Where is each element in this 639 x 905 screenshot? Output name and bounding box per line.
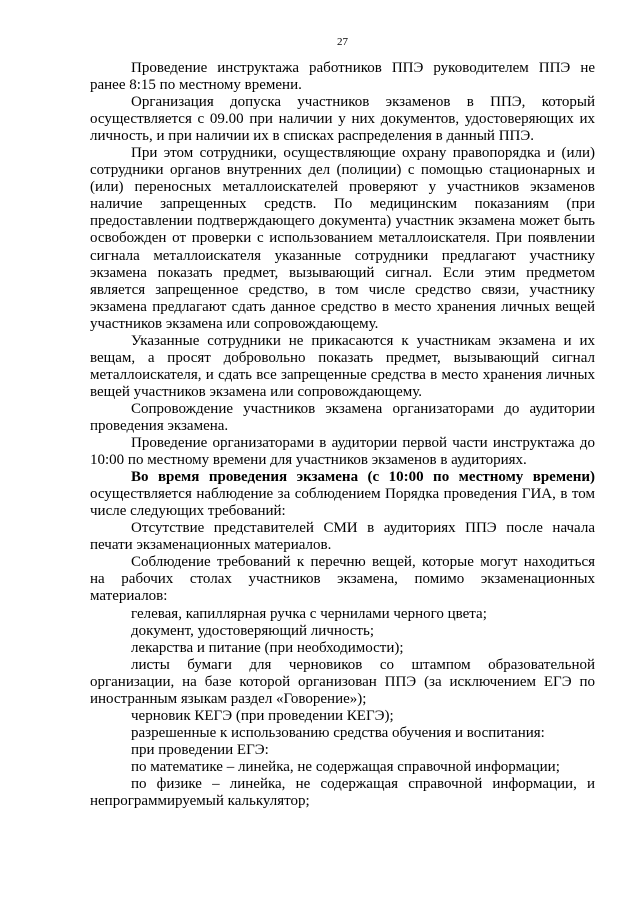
- exam-time-bold-lead: Во время проведения экзамена (с 10:00 по местному времени): [131, 469, 595, 486]
- list-item-medicine-food: лекарства и питание (при необходимости);: [131, 639, 404, 656]
- list-item-kege-draft: черновик КЕГЭ (при проведении КЕГЭ);: [131, 707, 394, 724]
- list-item-id-document: документ, удостоверяющий личность;: [131, 622, 374, 639]
- exam-time-rest: осуществляется наблюдение за соблюдением Порядка проведения ГИА, в том числе следующих требований:: [90, 486, 595, 520]
- list-item-ege-heading: при проведении ЕГЭ:: [131, 741, 269, 758]
- requirement-no-media: Отсутствие представителей СМИ в аудиториях ППЭ после начала печати экзаменационных материалов.: [90, 520, 595, 554]
- list-item-physics-ruler-calc: по физике – линейка, не содержащая справочной информации, и непрограммируемый калькулятор;: [90, 775, 595, 810]
- requirement-allowed-items: Соблюдение требований к перечню вещей, которые могут находиться на рабочих столах участников экзамена, помимо экзаменационных материалов:: [90, 554, 595, 605]
- page-number: 27: [337, 36, 348, 48]
- list-item-pen: гелевая, капиллярная ручка с чернилами черного цвета;: [131, 605, 487, 622]
- paragraph-exam-time: [90, 469, 595, 520]
- list-item-math-ruler: по математике – линейка, не содержащая справочной информации;: [131, 758, 560, 775]
- paragraph-security-check: При этом сотрудники, осуществляющие охрану правопорядка и (или) сотрудники органов внутренних дел (полиции) с помощью стационарных и (или) переносных металлоискателей проверяют у участников экзаменов наличие запрещенных средств. По медицинским показаниям (при предоставлении подтверждающего документа) участник экзамена может быть освобожден от проверки с использованием металлоискателя. При появлении сигнала металлоискателя указанные сотрудники предлагают участнику экзамена показать предмет, вызывающий сигнал. Если этим предметом является запрещенное средство, в том числе средство связи, участнику экзамена предлагают сдать данное средство в место хранения личных вещей участников экзамена или сопровождающему.: [90, 145, 595, 332]
- paragraph-no-touch: Указанные сотрудники не прикасаются к участникам экзамена и их вещам, а просят добровольно показать предмет, вызывающий сигнал металлоискателя, и сдать все запрещенные средства в место хранения личных вещей участников экзамена или сопровождающему.: [90, 332, 595, 400]
- paragraph-admission: Организация допуска участников экзаменов в ППЭ, который осуществляется с 09.00 при наличии у них документов, удостоверяющих их личность, и при наличии их в списках распределения в данный ППЭ.: [90, 94, 595, 145]
- paragraph-escort: Сопровождение участников экзамена организаторами до аудитории проведения экзамена.: [90, 400, 595, 434]
- paragraph-first-briefing: Проведение организаторами в аудитории первой части инструктажа до 10:00 по местному времени для участников экзаменов в аудиториях.: [90, 435, 595, 469]
- list-item-allowed-aids: разрешенные к использованию средства обучения и воспитания:: [131, 724, 545, 741]
- paragraph-briefing: Проведение инструктажа работников ППЭ руководителем ППЭ не ранее 8:15 по местному времени.: [90, 60, 595, 94]
- list-item-draft-sheets: листы бумаги для черновиков со штампом образовательной организации, на базе которой организован ППЭ (за исключением ЕГЭ по иностранным языкам раздел «Говорение»);: [90, 656, 595, 707]
